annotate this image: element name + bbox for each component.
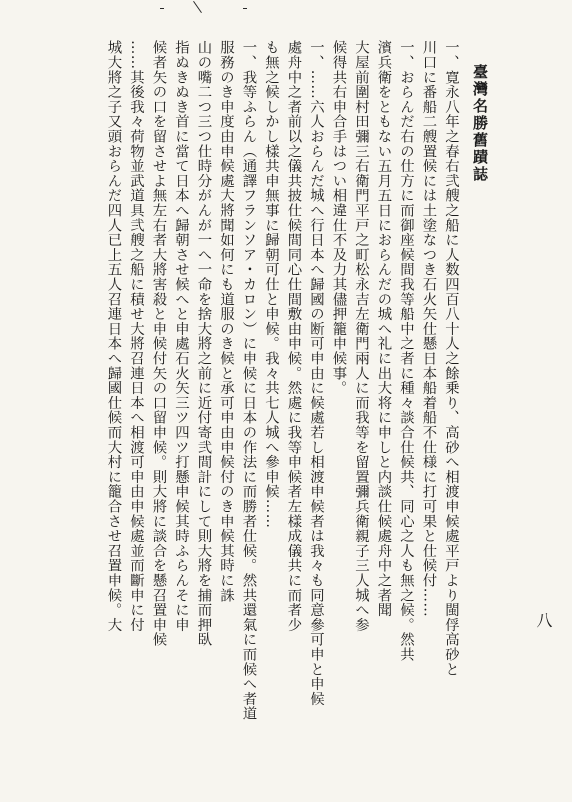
text-column: 一、おらんだ右の仕方に而御座候間我等船中之者に種々談合仕候共、同心之人も無之候。然共 [398,40,414,662]
text-column: 濱兵衛をともない五月五日におらんだの城へ礼に出大将に申しと内談仕候處舟中之者聞 [375,40,392,618]
book-title-header: 臺灣名勝舊蹟誌 [471,64,489,183]
text-column: 川口に番船二艘置候には土塗なつき石火矢仕懸日本船着船不仕様に打可果と仕候付…… [420,40,437,618]
text-column: 候者矢の口を留させよ無左右者大將害殺と申候付矢の口留申候。則大將に談合を懸召置申候 [150,40,167,647]
text-column: 一、我等ふらん（通譯フランソア・カロン）に申候に日本の作法に而勝者仕候。然共還氣に而候へ者道 [240,40,257,721]
text-column: 山の嘴二つ三つ仕時分がんが一へ一命を捨大將之前に近付寄弐間計にして則大將を捕而押臥 [195,40,212,647]
text-column: 候得共右申合手はつい相違仕不及力其儘押籠申候事。 [330,40,347,396]
scan-artifact [243,8,247,9]
text-column: 處舟中之者前以之儀共披仕候間同心仕間敷由申候。然處に我等申候者左樣成儀共に而者少 [285,40,302,632]
page-number: 八 [534,612,553,628]
scan-artifact [193,1,202,13]
text-column: 大屋前圍村田彌三右衛門平戸之町松永吉左衛門兩人に而我等を留置彌兵衛親子三人城へ参 [353,40,369,632]
text-column: も無之候しかし樣共申無事に歸朝可仕と申候。我々共七人城へ參申候…… [263,40,279,529]
text-column: 指ぬきぬき首に當て日本へ歸朝させ候へと申處石火矢三ツ四ツ打懸申候其時ふらんそに申 [173,40,189,632]
text-column: ……其後我々荷物並武道具弐艘之船に積せ大將召連日本へ相渡可申由申候處並而斷申に付 [128,40,144,632]
text-column: 服務のき申度由申候處大將聞如何にも道服のき候と承可申由申候付のき申候其時に誅 [218,40,234,603]
scan-artifact [160,8,164,9]
text-column: 一、寛永八年之春右弐艘之船に人数四百八十人之餘乗り、高砂へ相渡申候處平戸より閩俘高砂と [443,40,459,677]
body-text-columns [30,40,462,775]
text-column: 一、……六人おらんだ城へ行日本へ歸國の断可申由に候處若し相渡申候者は我々も同意參可申と申候 [308,40,324,706]
text-column: 城大將之子又頭おらんだ四人已上五人召連日本へ歸國仕候而大村に籠合させ召置申候。大 [105,40,122,632]
